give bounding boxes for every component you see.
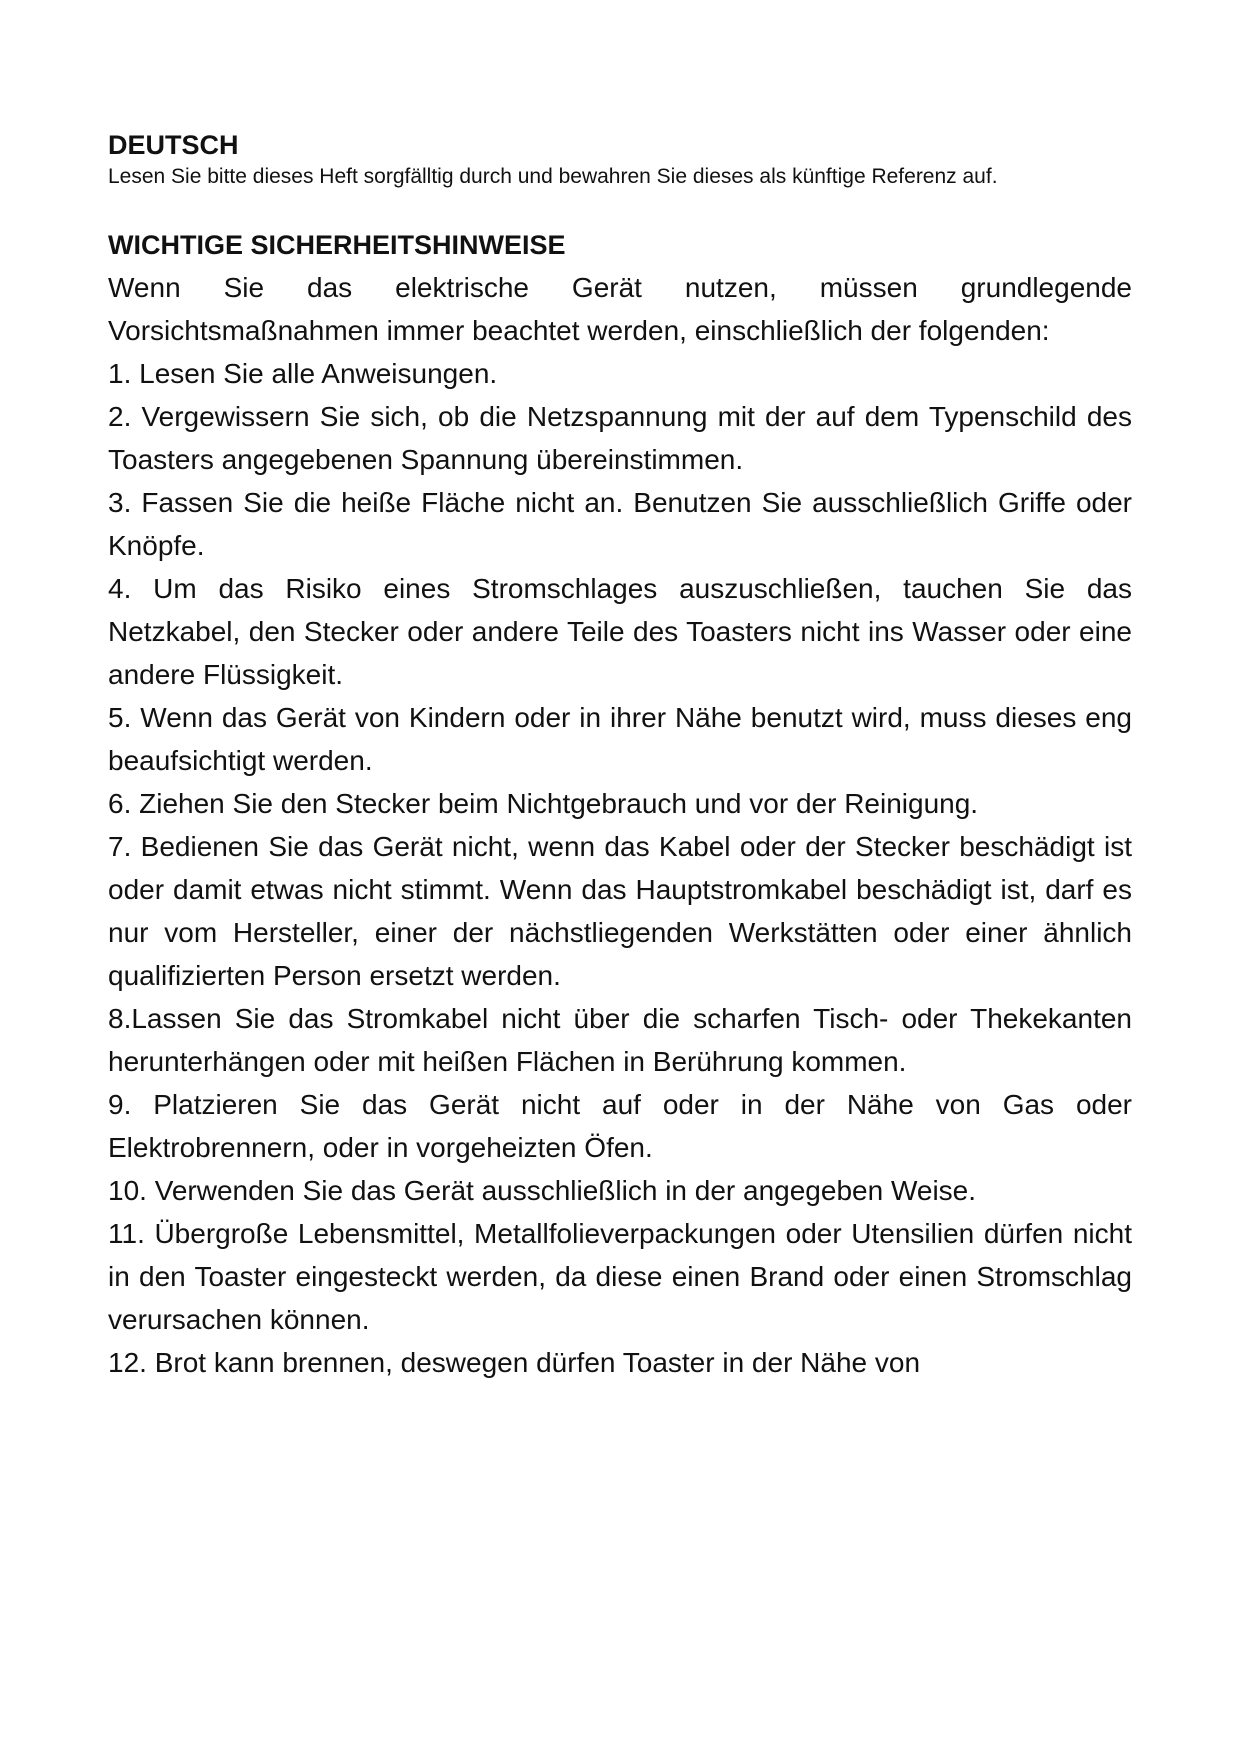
list-item: 10. Verwenden Sie das Gerät ausschließlich in der angegeben Weise.: [108, 1175, 977, 1206]
list-item: 9. Platzieren Sie das Gerät nicht auf oder in der Nähe von Gas oder Elektrobrennern, oder in vorgeheizten Öfen.: [108, 1089, 1132, 1163]
list-item: 11. Übergroße Lebensmittel, Metallfolieverpackungen oder Utensilien dürfen nicht in den Toaster eingesteckt werden, da diese einen Brand oder einen Stromschlag verursachen können.: [108, 1218, 1132, 1335]
list-item: 4. Um das Risiko eines Stromschlages auszuschließen, tauchen Sie das Netzkabel, den Stecker oder andere Teile des Toasters nicht ins Wasser oder eine andere Flüssigkeit.: [108, 573, 1132, 690]
safety-intro: Wenn Sie das elektrische Gerät nutzen, müssen grundlegende Vorsichtsmaßnahmen immer beachtet werden, einschließlich der folgenden:: [108, 272, 1132, 346]
list-item: 3. Fassen Sie die heiße Fläche nicht an. Benutzen Sie ausschließlich Griffe oder Knöpfe.: [108, 487, 1132, 561]
manual-page: [108, 128, 1132, 1384]
safety-list: [108, 352, 1132, 1384]
list-item: 8.Lassen Sie das Stromkabel nicht über die scharfen Tisch- oder Thekekanten herunterhängen oder mit heißen Flächen in Berührung kommen.: [108, 1003, 1132, 1077]
list-item: 1. Lesen Sie alle Anweisungen.: [108, 358, 498, 389]
list-item: 6. Ziehen Sie den Stecker beim Nichtgebrauch und vor der Reinigung.: [108, 788, 979, 819]
list-item: 12. Brot kann brennen, deswegen dürfen Toaster in der Nähe von: [108, 1347, 921, 1378]
list-item: 2. Vergewissern Sie sich, ob die Netzspannung mit der auf dem Typenschild des Toasters angegebenen Spannung übereinstimmen.: [108, 401, 1132, 475]
list-item: 7. Bedienen Sie das Gerät nicht, wenn das Kabel oder der Stecker beschädigt ist oder damit etwas nicht stimmt. Wenn das Hauptstromkabel beschädigt ist, darf es nur vom Hersteller, einer der nächstliegenden Werkstätten oder einer ähnlich qualifizierten Person ersetzt werden.: [108, 831, 1132, 991]
safety-heading: WICHTIGE SICHERHEITSHINWEISE: [108, 230, 566, 260]
list-item: 5. Wenn das Gerät von Kindern oder in ihrer Nähe benutzt wird, muss dieses eng beaufsichtigt werden.: [108, 702, 1132, 776]
language-heading: DEUTSCH: [108, 130, 239, 160]
intro-text: Lesen Sie bitte dieses Heft sorgfälltig durch und bewahren Sie dieses als künftige Referenz auf.: [108, 165, 998, 188]
